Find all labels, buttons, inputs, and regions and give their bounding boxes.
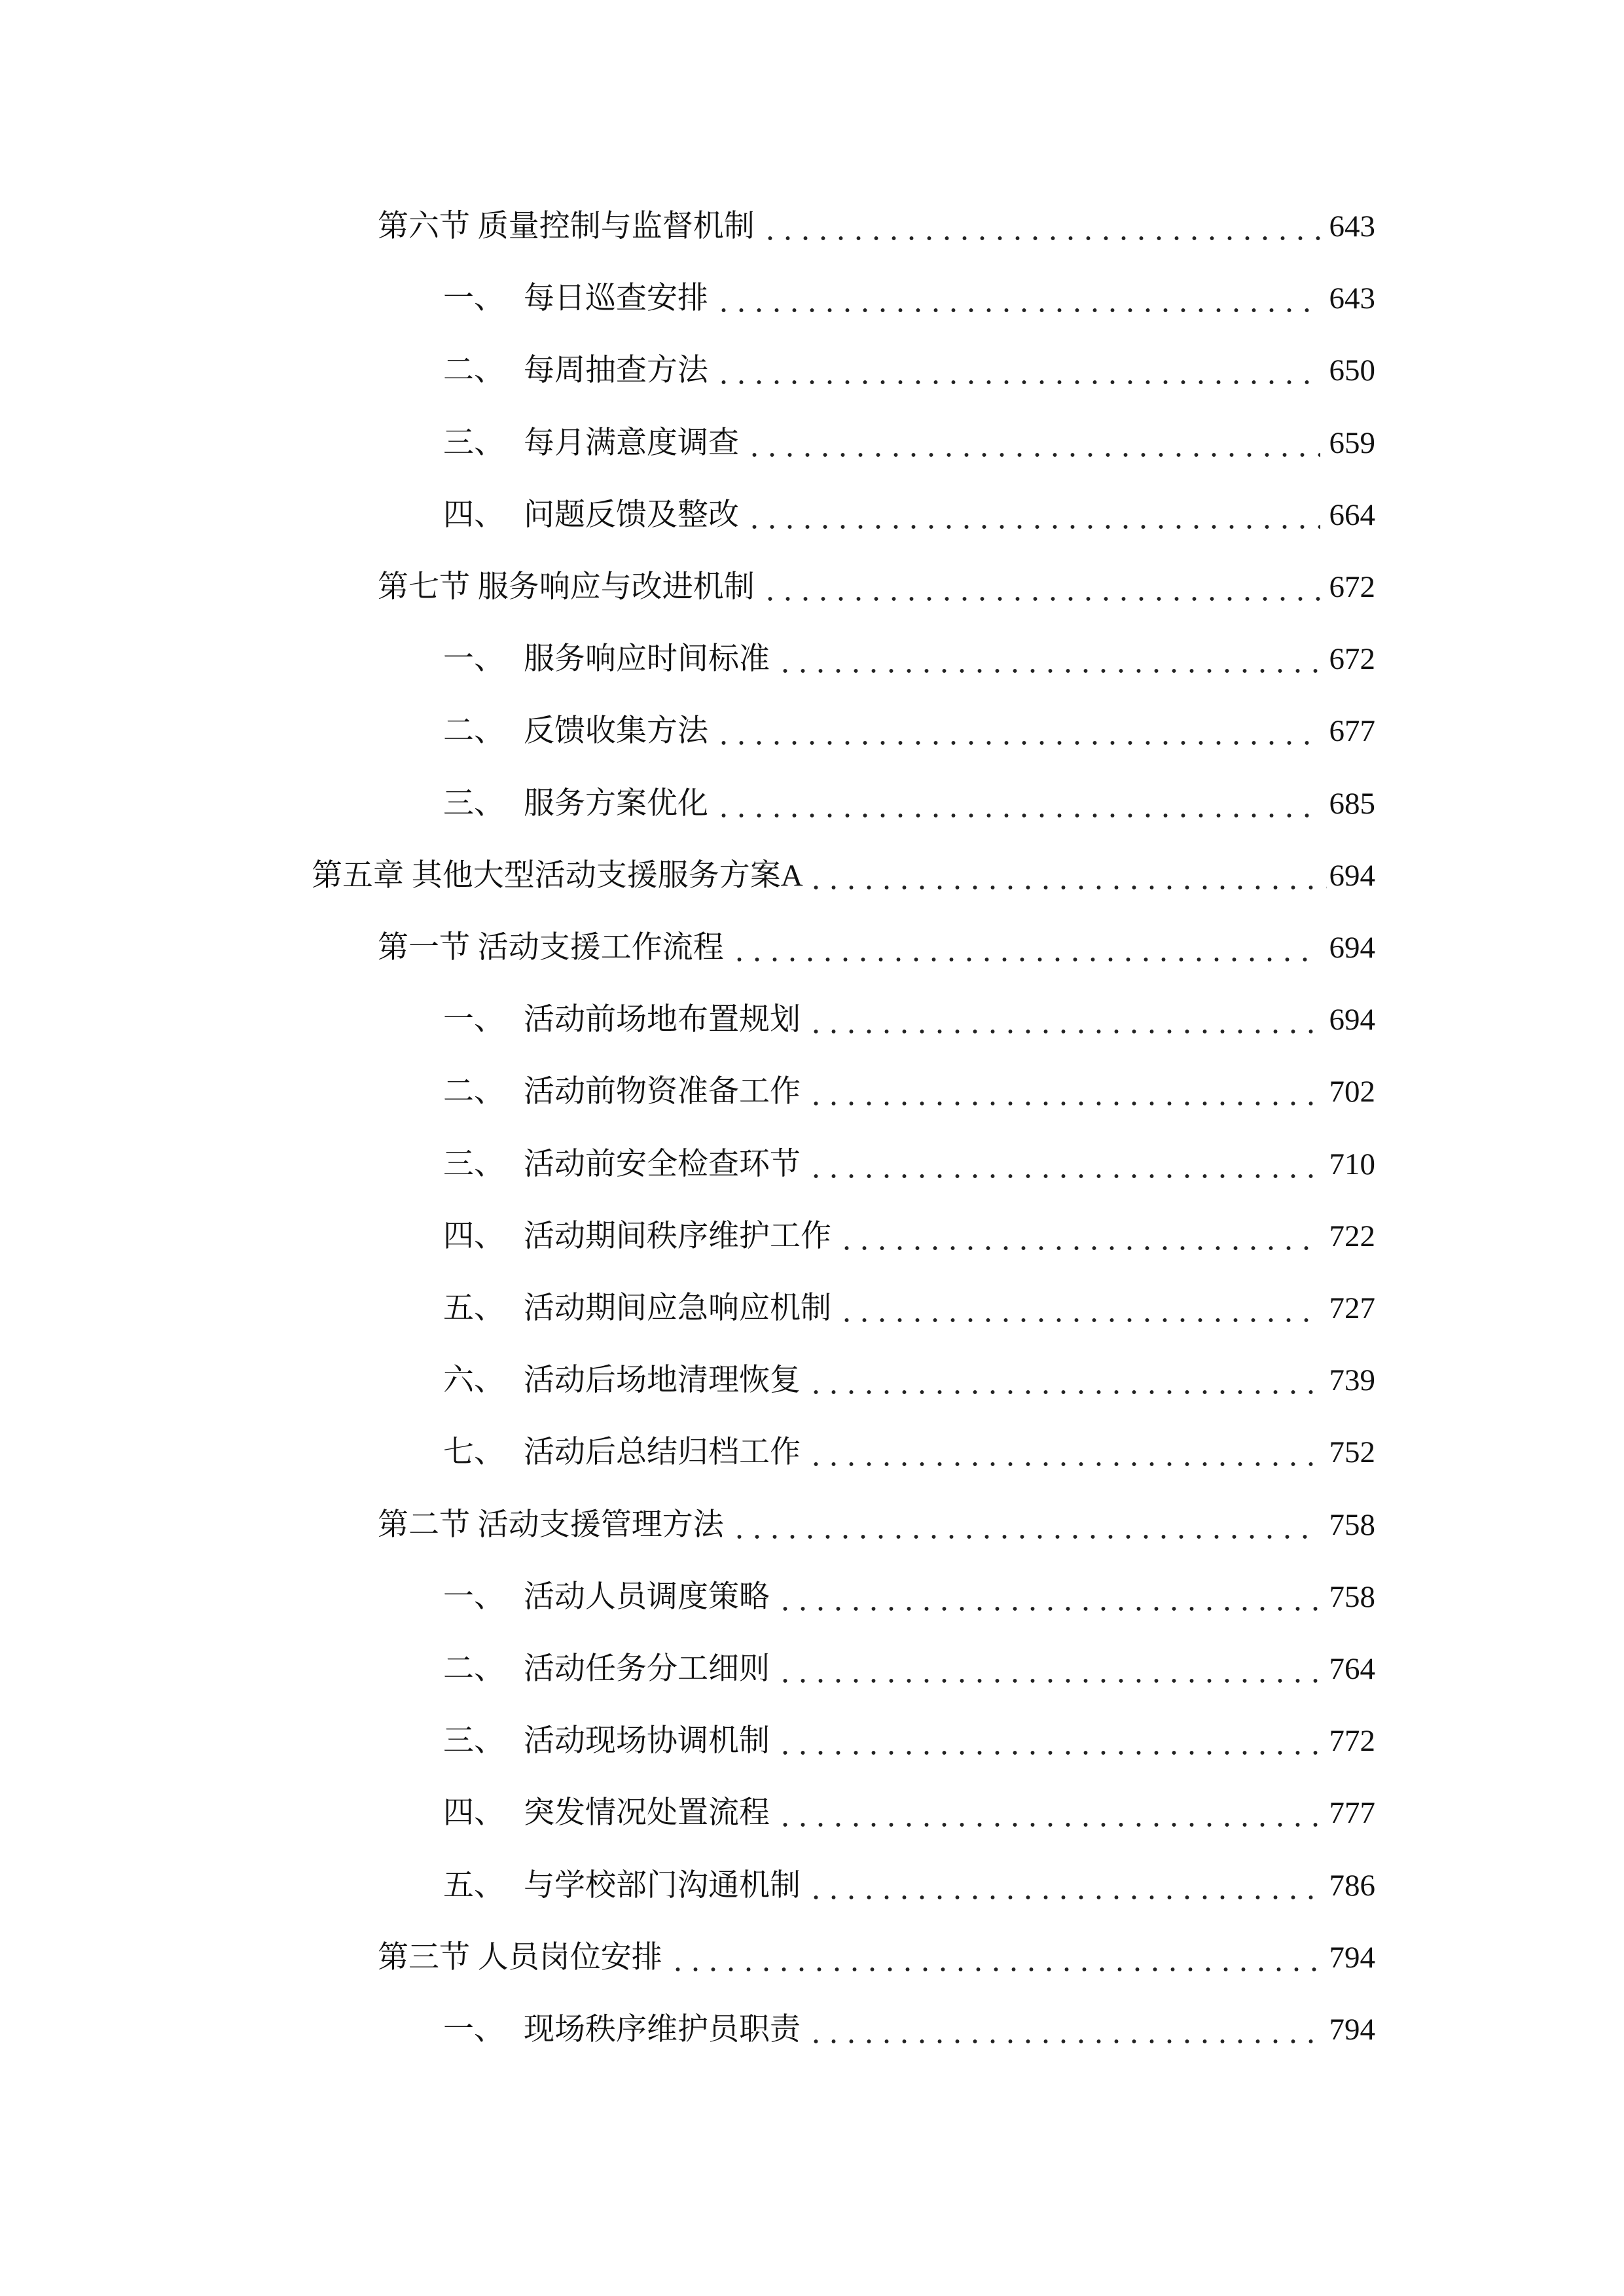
toc-entry-title: 现场秩序维护员职责: [524, 2013, 801, 2047]
toc-entry-page-number: 643: [1329, 281, 1375, 316]
toc-entry-number: 一、: [443, 1579, 505, 1614]
toc-entry-number: 一、: [443, 1003, 505, 1037]
dot-leader: [776, 1721, 1320, 1761]
dot-leader: [715, 351, 1320, 390]
toc-entry-page-number: 752: [1329, 1435, 1375, 1470]
toc-entry-title: 第六节 质量控制与监督机制: [378, 209, 755, 243]
dot-leader: [715, 711, 1320, 751]
toc-entry-page-number: 702: [1329, 1075, 1375, 1109]
toc-entry-item[interactable]: [443, 1145, 1375, 1184]
toc-entry-page-number: 643: [1329, 209, 1375, 243]
toc-entry-title: 活动前物资准备工作: [524, 1075, 801, 1109]
toc-entry-item[interactable]: [443, 1289, 1375, 1328]
toc-entry-item[interactable]: [443, 1361, 1375, 1400]
toc-entry-page-number: 758: [1329, 1507, 1375, 1542]
toc-entry-item[interactable]: [443, 1072, 1375, 1111]
toc-entry-title: 活动期间应急响应机制: [524, 1291, 831, 1325]
toc-entry-title: 活动后场地清理恢复: [524, 1363, 801, 1398]
toc-entry-title: 活动人员调度策略: [524, 1579, 770, 1614]
toc-entry-page-number: 694: [1329, 931, 1375, 965]
toc-entry-page-number: 772: [1329, 1724, 1375, 1759]
toc-entry-page-number: 685: [1329, 786, 1375, 821]
toc-entry-number: 三、: [443, 1724, 505, 1759]
toc-entry-title: 服务响应时间标准: [524, 642, 770, 677]
toc-entry-title: 每日巡查安排: [524, 281, 708, 316]
toc-entry-number: 二、: [443, 353, 505, 388]
dot-leader: [776, 1649, 1320, 1689]
toc-entry-item[interactable]: [443, 1721, 1375, 1761]
dot-leader: [807, 1361, 1320, 1400]
toc-entry-page-number: 727: [1329, 1291, 1375, 1325]
toc-entry-title: 第七节 服务响应与改进机制: [378, 570, 755, 604]
toc-entry-item[interactable]: [443, 423, 1375, 463]
toc-entry-title: 第二节 活动支援管理方法: [378, 1507, 724, 1542]
toc-entry-title: 每周抽查方法: [524, 353, 708, 388]
toc-entry-number: 一、: [443, 642, 505, 677]
toc-entry-item[interactable]: [443, 1217, 1375, 1256]
dot-leader: [731, 928, 1320, 967]
dot-leader: [807, 2010, 1320, 2049]
toc-entry-number: 三、: [443, 425, 505, 460]
toc-entry-title: 第一节 活动支援工作流程: [378, 931, 724, 965]
toc-entry-number: 六、: [443, 1363, 505, 1398]
toc-entry-title: 突发情况处置流程: [524, 1796, 770, 1831]
toc-entry-page-number: 777: [1329, 1796, 1375, 1831]
dot-leader: [838, 1217, 1320, 1256]
toc-entry-number: 二、: [443, 714, 505, 749]
dot-leader: [838, 1289, 1320, 1328]
toc-entry-title: 反馈收集方法: [524, 714, 708, 749]
toc-entry-item[interactable]: [443, 711, 1375, 751]
dot-leader: [807, 1433, 1320, 1472]
dot-leader: [761, 207, 1320, 246]
toc-entry-item[interactable]: [443, 495, 1375, 535]
toc-entry-page-number: 672: [1329, 570, 1375, 604]
toc-entry-number: 四、: [443, 1796, 505, 1831]
toc-entry-page-number: 659: [1329, 425, 1375, 460]
toc-entry-number: 二、: [443, 1075, 505, 1109]
toc-entry-number: 四、: [443, 1219, 505, 1253]
toc-entry-title: 第五章 其他大型活动支援服务方案A: [312, 858, 803, 893]
toc-entry-item[interactable]: [443, 279, 1375, 318]
toc-entry-item[interactable]: [443, 2010, 1375, 2049]
toc-entry-title: 与学校部门沟通机制: [524, 1868, 801, 1903]
dot-leader: [731, 1505, 1320, 1545]
toc-entry-page-number: 764: [1329, 1652, 1375, 1686]
toc-entry-item[interactable]: [443, 351, 1375, 390]
toc-entry-title: 活动前安全检查环节: [524, 1147, 801, 1181]
toc-entry-item[interactable]: [443, 1649, 1375, 1689]
toc-entry-chapter[interactable]: [312, 856, 1375, 895]
toc-entry-page-number: 794: [1329, 2013, 1375, 2047]
toc-entry-number: 二、: [443, 1652, 505, 1686]
toc-entry-item[interactable]: [443, 1433, 1375, 1472]
toc-entry-page-number: 650: [1329, 353, 1375, 388]
dot-leader: [807, 1000, 1320, 1039]
dot-leader: [746, 423, 1320, 463]
toc-entry-title: 第三节 人员岗位安排: [378, 1940, 662, 1975]
toc-entry-section[interactable]: [378, 928, 1375, 967]
toc-entry-title: 活动现场协调机制: [524, 1724, 770, 1759]
toc-entry-number: 七、: [443, 1435, 505, 1470]
dot-leader: [669, 1938, 1320, 1977]
dot-leader: [807, 856, 1327, 895]
toc-entry-page-number: 794: [1329, 1940, 1375, 1975]
toc-entry-section[interactable]: [378, 567, 1375, 607]
toc-entry-page-number: 758: [1329, 1579, 1375, 1614]
toc-entry-item[interactable]: [443, 1866, 1375, 1905]
toc-entry-section[interactable]: [378, 1938, 1375, 1977]
toc-entry-page-number: 694: [1329, 1003, 1375, 1037]
toc-entry-title: 服务方案优化: [524, 786, 708, 821]
toc-entry-number: 五、: [443, 1291, 505, 1325]
toc-entry-number: 一、: [443, 2013, 505, 2047]
dot-leader: [761, 567, 1320, 607]
toc-entry-number: 一、: [443, 281, 505, 316]
toc-entry-item[interactable]: [443, 784, 1375, 823]
toc-entry-section[interactable]: [378, 1505, 1375, 1545]
toc-entry-item[interactable]: [443, 1000, 1375, 1039]
toc-entry-item[interactable]: [443, 639, 1375, 679]
dot-leader: [807, 1866, 1320, 1905]
dot-leader: [746, 495, 1320, 535]
toc-entry-page-number: 672: [1329, 642, 1375, 677]
toc-entry-page-number: 739: [1329, 1363, 1375, 1398]
toc-entry-page-number: 694: [1329, 858, 1375, 893]
dot-leader: [776, 639, 1320, 679]
toc-entry-page-number: 664: [1329, 497, 1375, 532]
toc-entry-title: 活动期间秩序维护工作: [524, 1219, 831, 1253]
dot-leader: [715, 279, 1320, 318]
toc-entry-section[interactable]: [378, 207, 1375, 246]
toc-entry-page-number: 722: [1329, 1219, 1375, 1253]
toc-entry-title: 问题反馈及整改: [524, 497, 739, 532]
toc-entry-number: 五、: [443, 1868, 505, 1903]
toc-entry-item[interactable]: [443, 1577, 1375, 1617]
toc-entry-title: 活动任务分工细则: [524, 1652, 770, 1686]
toc-entry-number: 三、: [443, 1147, 505, 1181]
dot-leader: [807, 1072, 1320, 1111]
toc-entry-item[interactable]: [443, 1793, 1375, 1833]
toc-entry-number: 三、: [443, 786, 505, 821]
toc-entry-page-number: 710: [1329, 1147, 1375, 1181]
toc-entry-title: 活动后总结归档工作: [524, 1435, 801, 1470]
toc-entry-page-number: 677: [1329, 714, 1375, 749]
dot-leader: [776, 1577, 1320, 1617]
dot-leader: [715, 784, 1320, 823]
toc-entry-title: 活动前场地布置规划: [524, 1003, 801, 1037]
dot-leader: [776, 1793, 1320, 1833]
toc-entry-page-number: 786: [1329, 1868, 1375, 1903]
dot-leader: [807, 1145, 1320, 1184]
toc-entry-number: 四、: [443, 497, 505, 532]
toc-entry-title: 每月满意度调查: [524, 425, 739, 460]
